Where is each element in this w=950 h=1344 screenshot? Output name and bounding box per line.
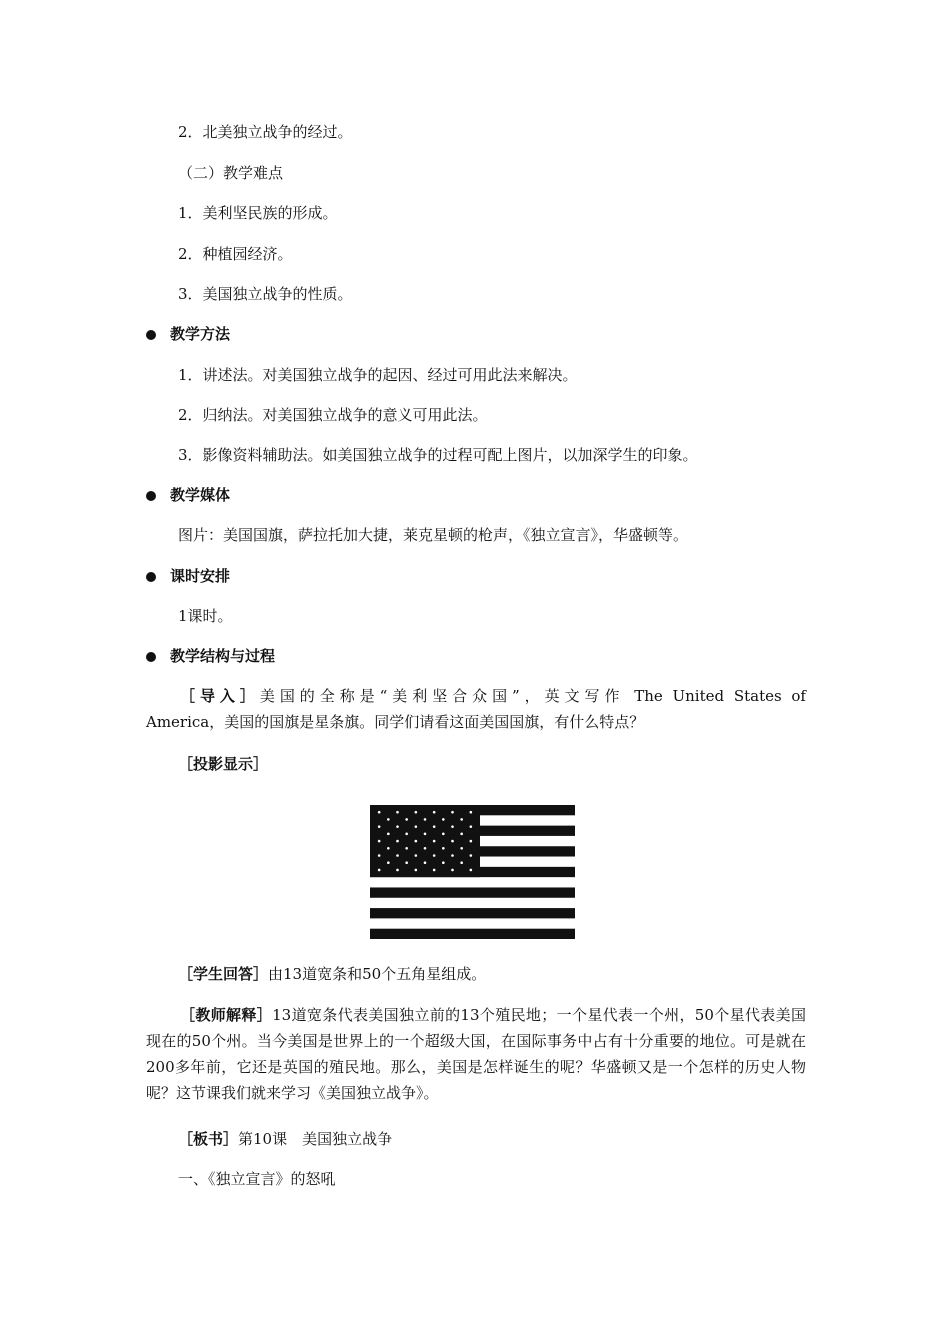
- flag-stripe: [370, 929, 575, 939]
- flag-star: [460, 847, 463, 850]
- method-item: 3．影像资料辅助法。如美国独立战争的过程可配上图片，以加深学生的印象。: [178, 446, 698, 464]
- flag-stripe: [370, 908, 575, 919]
- flag-star: [387, 818, 390, 821]
- flag-star: [451, 811, 454, 814]
- schedule-heading: 课时安排: [146, 566, 230, 586]
- teacher-explanation: [146, 1002, 806, 1106]
- flag-star: [415, 854, 418, 857]
- us-flag-image: [370, 805, 575, 939]
- intro-paragraph: [146, 683, 806, 735]
- key-point-2: 2．北美独立战争的经过。: [178, 123, 353, 141]
- bullet-icon: [146, 491, 156, 501]
- difficulty-1: 1．美利坚民族的形成。: [178, 204, 338, 222]
- flag-star: [433, 840, 436, 843]
- teacher-label: ［教师解释］: [180, 1006, 273, 1024]
- flag-star: [451, 825, 454, 828]
- difficulty-2: 2．种植园经济。: [178, 245, 293, 263]
- difficulty-heading: （二）教学难点: [178, 164, 284, 182]
- media-heading: 教学媒体: [146, 485, 230, 505]
- flag-star: [387, 847, 390, 850]
- section-heading-1: 一、《独立宣言》的怒吼: [178, 1170, 336, 1188]
- flag-star: [405, 847, 408, 850]
- structure-heading: 教学结构与过程: [146, 646, 275, 666]
- flag-star: [405, 861, 408, 864]
- flag-star: [387, 833, 390, 836]
- flag-star: [396, 854, 399, 857]
- projection-label: ［投影显示］: [178, 755, 269, 773]
- flag-star: [433, 869, 436, 872]
- flag-star: [378, 811, 381, 814]
- flag-canton: [370, 805, 480, 877]
- student-answer: [178, 964, 486, 984]
- flag-star: [396, 840, 399, 843]
- flag-star: [396, 825, 399, 828]
- media-text: 图片：美国国旗，萨拉托加大捷，莱克星顿的枪声，《独立宣言》，华盛顿等。: [178, 526, 689, 544]
- flag-star: [378, 840, 381, 843]
- flag-star: [415, 840, 418, 843]
- board-text: 第10课 美国独立战争: [238, 1130, 393, 1148]
- flag-star: [442, 861, 445, 864]
- flag-star: [433, 825, 436, 828]
- flag-star: [451, 854, 454, 857]
- flag-star: [405, 833, 408, 836]
- method-item: 2．归纳法。对美国独立战争的意义可用此法。: [178, 406, 488, 424]
- bullet-icon: [146, 652, 156, 662]
- flag-stripe: [370, 877, 575, 888]
- flag-star: [405, 818, 408, 821]
- flag-star: [424, 861, 427, 864]
- flag-stripe: [370, 918, 575, 929]
- flag-star: [470, 840, 473, 843]
- flag-star: [460, 818, 463, 821]
- flag-star: [433, 854, 436, 857]
- teacher-text: 13道宽条代表美国独立前的13个殖民地；一个星代表一个州，50个星代表美国现在的50个州。当今美国是世界上的一个超级大国，在国际事务中占有十分重要的地位。可是就在200多年前，它还是英国的殖民地。那么，美国是怎样诞生的呢？华盛顿又是一个怎样的历史人物呢？这节课我们就来学习《美国独立战争》。: [146, 1006, 806, 1102]
- flag-star: [451, 869, 454, 872]
- board-label: ［板书］: [178, 1130, 239, 1148]
- flag-star: [460, 861, 463, 864]
- schedule-text: 1课时。: [178, 607, 233, 625]
- flag-star: [470, 869, 473, 872]
- difficulty-3: 3．美国独立战争的性质。: [178, 285, 353, 303]
- method-item: 1．讲述法。对美国独立战争的起因、经过可用此法来解决。: [178, 366, 578, 384]
- flag-star: [378, 825, 381, 828]
- flag-star: [396, 811, 399, 814]
- student-text: 由13道宽条和50个五角星组成。: [268, 965, 487, 983]
- flag-star: [424, 833, 427, 836]
- flag-star: [378, 869, 381, 872]
- flag-stripe: [370, 898, 575, 909]
- flag-star: [442, 833, 445, 836]
- flag-star: [424, 818, 427, 821]
- flag-star: [442, 847, 445, 850]
- flag-star: [396, 869, 399, 872]
- flag-star: [378, 854, 381, 857]
- student-label: ［学生回答］: [178, 965, 269, 983]
- flag-star: [424, 847, 427, 850]
- flag-star: [470, 825, 473, 828]
- flag-star: [433, 811, 436, 814]
- flag-star: [415, 825, 418, 828]
- intro-line2: America，美国的国旗是星条旗。同学们请看这面美国国旗，有什么特点？: [146, 713, 645, 731]
- flag-stripe: [370, 887, 575, 898]
- intro-line1: 美国的全称是“美利坚合众国”，英文写作 The United States of: [259, 687, 806, 705]
- flag-star: [442, 818, 445, 821]
- intro-label: ［导入］: [180, 687, 260, 705]
- flag-star: [470, 854, 473, 857]
- flag-star: [415, 869, 418, 872]
- methods-heading: 教学方法: [146, 324, 230, 344]
- board-writing: [178, 1129, 392, 1149]
- flag-star: [387, 861, 390, 864]
- bullet-icon: [146, 572, 156, 582]
- flag-star: [470, 811, 473, 814]
- flag-star: [460, 833, 463, 836]
- flag-star: [451, 840, 454, 843]
- flag-star: [415, 811, 418, 814]
- bullet-icon: [146, 330, 156, 340]
